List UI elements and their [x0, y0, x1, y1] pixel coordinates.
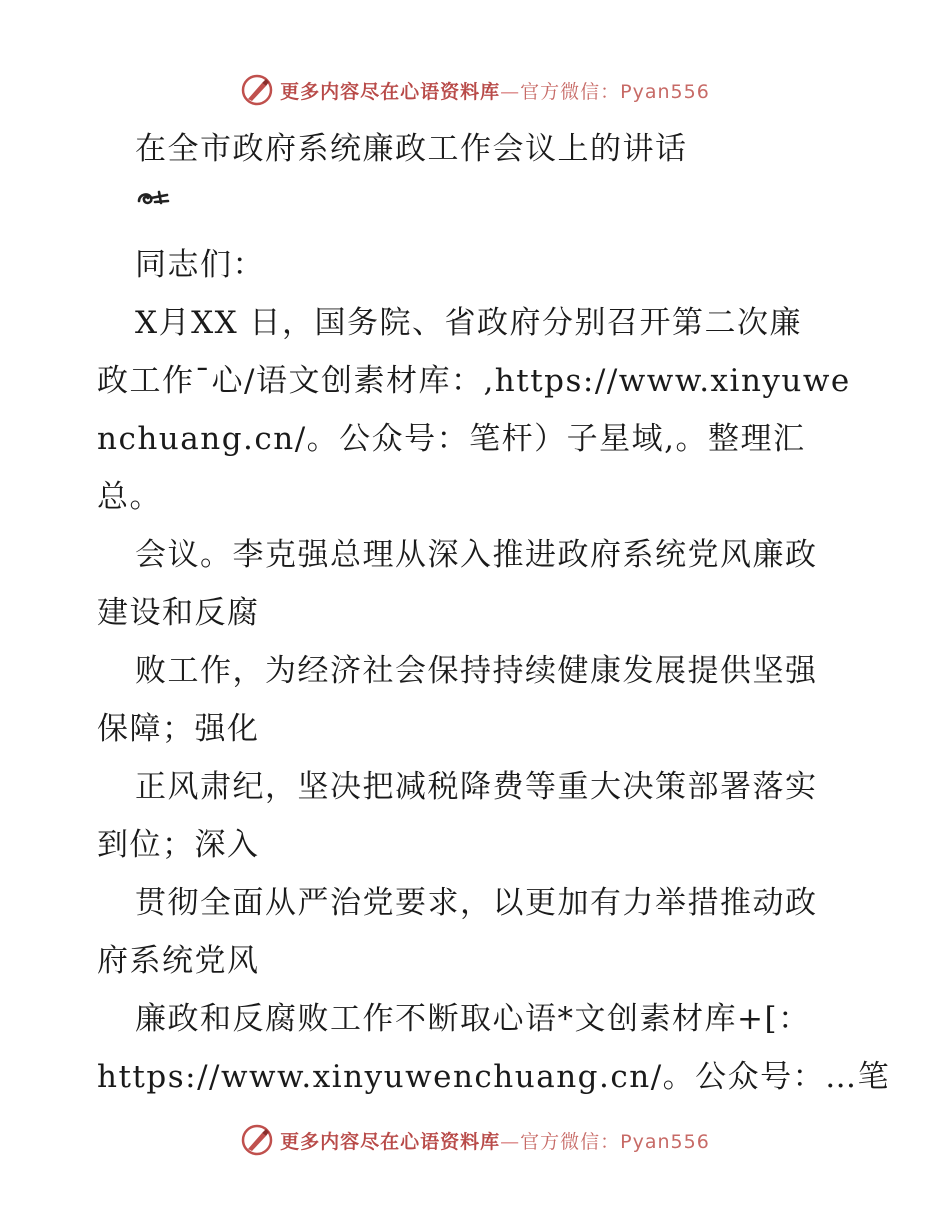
- header-banner: [0, 70, 950, 110]
- banner-wechat-text: 官方微信：Pyan556: [520, 1130, 710, 1153]
- footer-banner: [0, 1120, 950, 1160]
- banner-text: [280, 77, 710, 104]
- paragraph-line: 府系统党风: [97, 943, 260, 979]
- paragraph-line: 正风肃纪，坚决把减税降费等重大决策部署落实: [135, 769, 818, 805]
- pen-logo-icon: [240, 73, 274, 107]
- paragraph-line: 贯彻全面从严治党要求，以更加有力举措推动政: [135, 885, 818, 921]
- paragraph-line: 建设和反腐: [97, 595, 260, 631]
- swirl-ornament-icon: [135, 188, 171, 210]
- paragraph-line: 会议。李克强总理从深入推进政府系统党风廉政: [135, 537, 818, 573]
- document-title: 在全市政府系统廉政工作会议上的讲话: [135, 131, 688, 167]
- banner-separator: —: [500, 1130, 521, 1153]
- paragraph-line: https://www.xinyuwenchuang.cn/。公众号：…笔: [97, 1059, 891, 1095]
- pen-logo-icon: [240, 1123, 274, 1157]
- salutation: 同志们：: [135, 247, 265, 283]
- banner-wechat-text: 官方微信：Pyan556: [520, 80, 710, 103]
- paragraph-line: nchuang.cn/。公众号：笔杆）子星域,。整理汇: [97, 421, 806, 457]
- paragraph-line: 廉政和反腐败工作不断取心语*文创素材库+[：: [135, 1001, 811, 1037]
- paragraph-line: 政工作¯心/语文创素材库：,https://www.xinyuwe: [97, 363, 851, 399]
- paragraph-line: 总。: [97, 479, 162, 515]
- paragraph-line: 保障；强化: [97, 711, 260, 747]
- banner-separator: —: [500, 80, 521, 103]
- banner-main-text: 更多内容尽在心语资料库: [280, 80, 501, 103]
- paragraph-line: 到位；深入: [97, 827, 260, 863]
- paragraph-line: X月XX 日，国务院、省政府分别召开第二次廉: [135, 305, 803, 341]
- banner-text: [280, 1127, 710, 1154]
- banner-main-text: 更多内容尽在心语资料库: [280, 1130, 501, 1153]
- paragraph-line: 败工作，为经济社会保持持续健康发展提供坚强: [135, 653, 818, 689]
